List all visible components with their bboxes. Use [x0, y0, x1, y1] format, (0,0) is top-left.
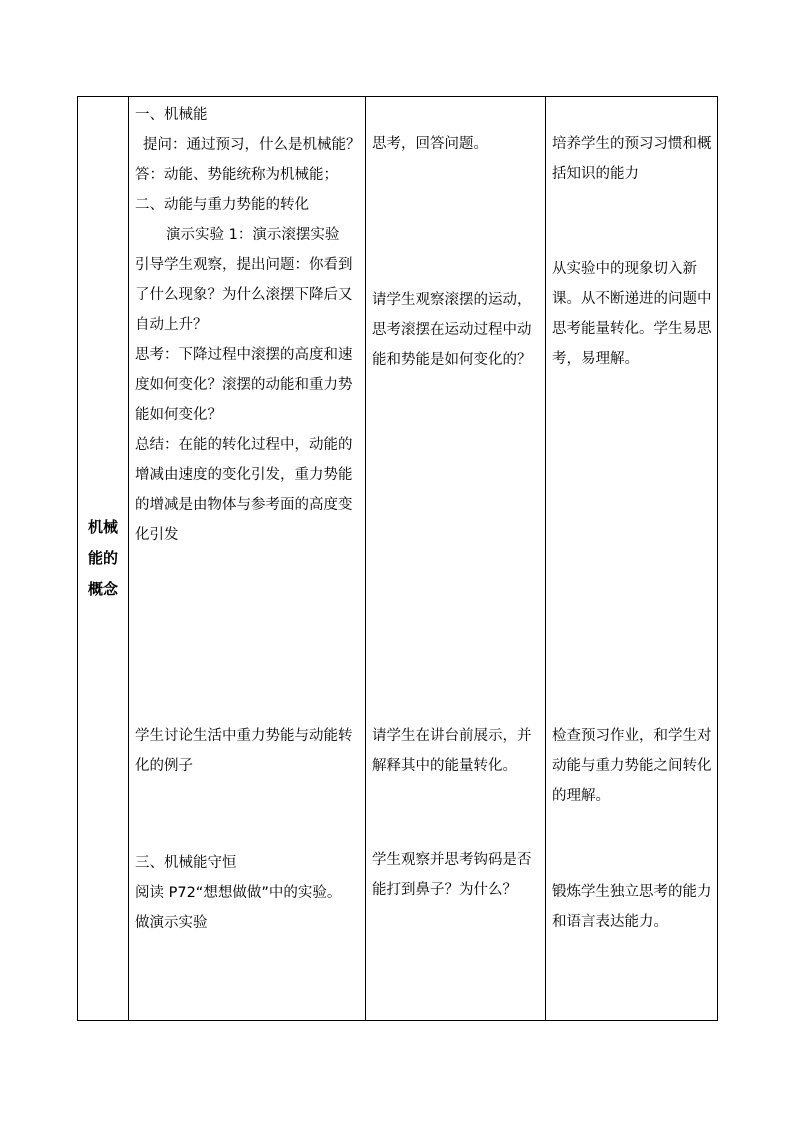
activity-block-1 — [372, 129, 541, 159]
section-heading: 二、动能与重力势能的转化 — [135, 197, 309, 213]
activity-text: 请学生观察滚摆的运动，思考滚摆在运动过程中动能和势能是如何变化的？ — [372, 292, 532, 368]
activity-block-4 — [372, 845, 541, 905]
guide-text: 引导学生观察，提出问题：你看到了什么现象？为什么滚摆下降后又自动上升？ — [135, 257, 353, 333]
reading-text: 阅读 P72“想想做做”中的实验。 — [135, 885, 342, 901]
intent-block-1 — [552, 129, 713, 189]
intent-text: 检查预习作业，和学生对动能与重力势能之间转化的理解。 — [552, 728, 712, 804]
activity-block-2 — [372, 285, 541, 375]
intent-text: 锻炼学生独立思考的能力和语言表达能力。 — [552, 884, 712, 930]
content-block-2 — [135, 721, 361, 781]
activity-text: 学生观察并思考钩码是否能打到鼻子？为什么？ — [372, 852, 532, 898]
topic-label: 机械能的概念 — [87, 518, 118, 598]
section-heading: 三、机械能守恒 — [135, 855, 237, 871]
student-activity-cell — [366, 97, 546, 1021]
teaching-content-cell — [129, 97, 366, 1021]
content-block-1 — [135, 100, 361, 550]
intent-text: 培养学生的预习习惯和概括知识的能力 — [552, 136, 712, 182]
topic-cell — [78, 97, 129, 1021]
activity-text: 思考，回答问题。 — [372, 136, 488, 152]
activity-text: 请学生在讲台前展示，并解释其中的能量转化。 — [372, 728, 532, 774]
demo-text: 演示实验 1：演示滚摆实验 — [166, 227, 340, 243]
intent-block-3 — [552, 721, 713, 811]
summary-text: 总结：在能的转化过程中，动能的增减由速度的变化引发，重力势能的增减是由物体与参考面的高度变化引发 — [135, 437, 353, 543]
answer-text: 答：动能、势能统称为机械能； — [135, 167, 338, 183]
think-text: 思考：下降过程中滚摆的高度和速度如何变化？滚摆的动能和重力势能如何变化？ — [135, 347, 353, 423]
table-row — [78, 97, 718, 1021]
demo-text: 做演示实验 — [135, 915, 208, 931]
section-heading: 一、机械能 — [135, 107, 208, 123]
design-intent-cell — [546, 97, 718, 1021]
intent-block-4 — [552, 877, 713, 937]
lesson-plan-table — [77, 96, 718, 1021]
content-block-3 — [135, 848, 361, 938]
discussion-text: 学生讨论生活中重力势能与动能转化的例子 — [135, 728, 353, 774]
activity-block-3 — [372, 721, 541, 781]
intent-block-2 — [552, 254, 713, 374]
intent-text: 从实验中的现象切入新课。从不断递进的问题中思考能量转化。学生易思考，易理解。 — [552, 261, 712, 367]
question-text: 提问：通过预习，什么是机械能？ — [143, 137, 361, 153]
